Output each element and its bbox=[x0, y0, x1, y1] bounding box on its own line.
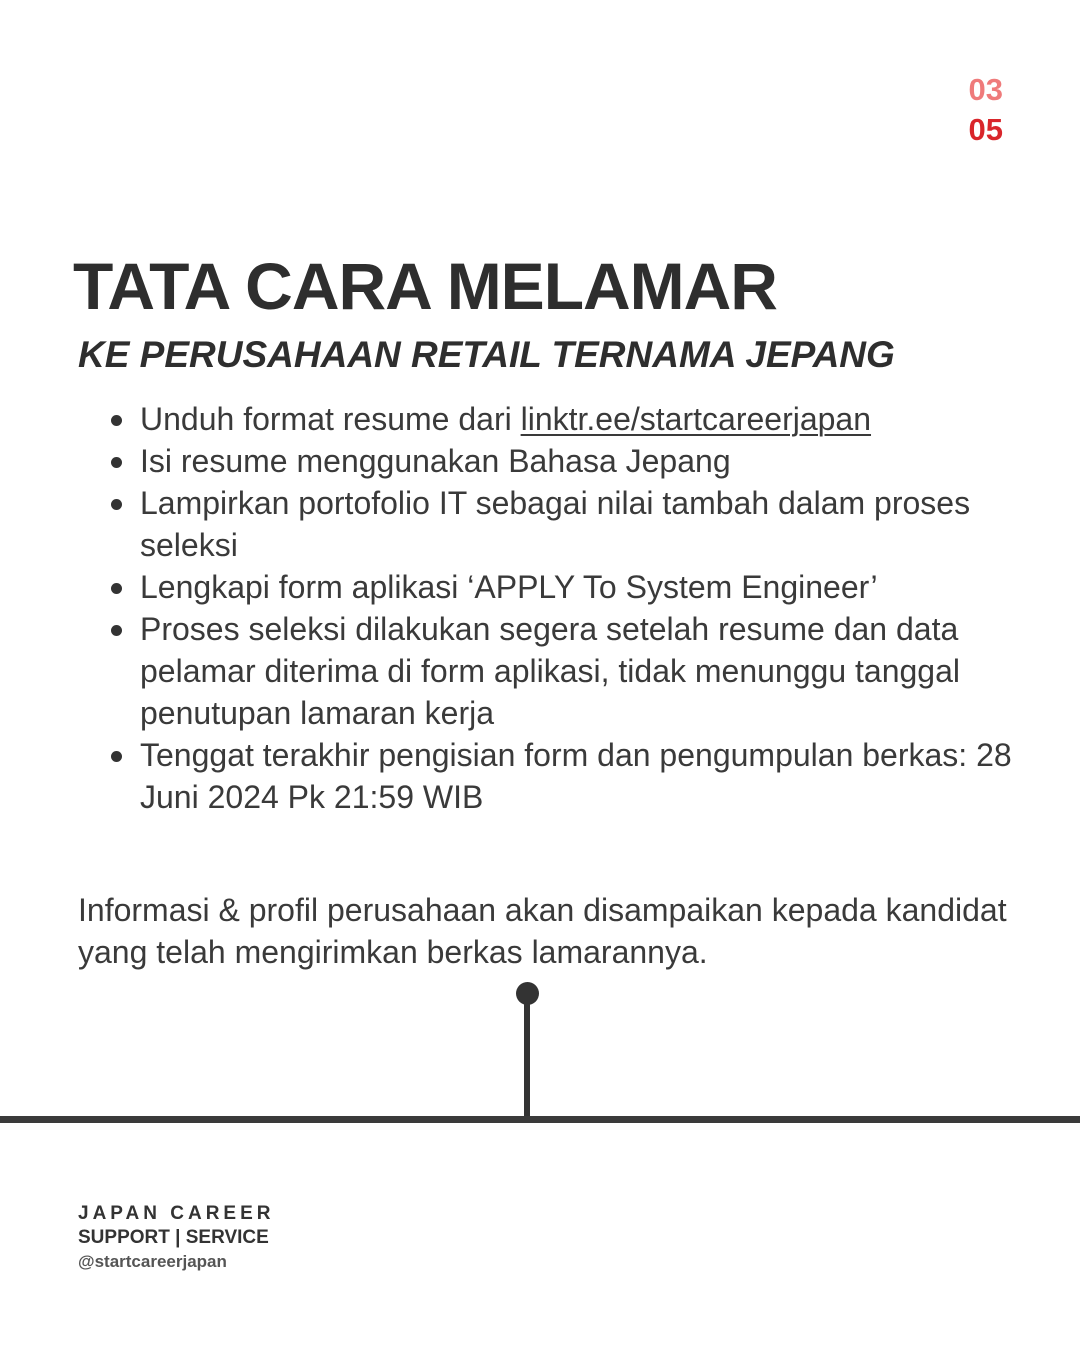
info-paragraph: Informasi & profil perusahaan akan disampaikan kepada kandidat yang telah mengirimkan berkas lamarannya. bbox=[78, 892, 1007, 970]
list-item bbox=[78, 398, 1018, 440]
footer-brand: JAPAN CAREER bbox=[78, 1203, 275, 1224]
page-indicator bbox=[969, 70, 1003, 150]
resume-link[interactable]: linktr.ee/startcareerjapan bbox=[520, 401, 872, 437]
list-item: Isi resume menggunakan Bahasa Jepang bbox=[78, 440, 1018, 482]
timeline-line bbox=[0, 1116, 1080, 1123]
timeline-stem bbox=[524, 995, 530, 1119]
step-text: Unduh format resume dari bbox=[140, 401, 521, 437]
page-subtitle: KE PERUSAHAAN RETAIL TERNAMA JEPANG bbox=[78, 334, 895, 375]
page-title: TATA CARA MELAMAR bbox=[73, 249, 777, 323]
footer-handle: @startcareerjapan bbox=[78, 1252, 227, 1271]
page-total: 05 bbox=[968, 112, 1003, 147]
page-current: 03 bbox=[968, 72, 1003, 107]
footer bbox=[78, 1202, 275, 1274]
footer-tagline: SUPPORT | SERVICE bbox=[78, 1227, 269, 1248]
application-steps-list bbox=[78, 398, 1018, 818]
list-item: Lampirkan portofolio IT sebagai nilai tambah dalam proses seleksi bbox=[78, 482, 1018, 566]
list-item: Proses seleksi dilakukan segera setelah resume dan data pelamar diterima di form aplikasi, tidak menunggu tanggal penutupan lamaran kerja bbox=[78, 608, 1018, 734]
list-item: Lengkapi form aplikasi ‘APPLY To System Engineer’ bbox=[78, 566, 1018, 608]
list-item: Tenggat terakhir pengisian form dan pengumpulan berkas: 28 Juni 2024 Pk 21:59 WIB bbox=[78, 734, 1018, 818]
